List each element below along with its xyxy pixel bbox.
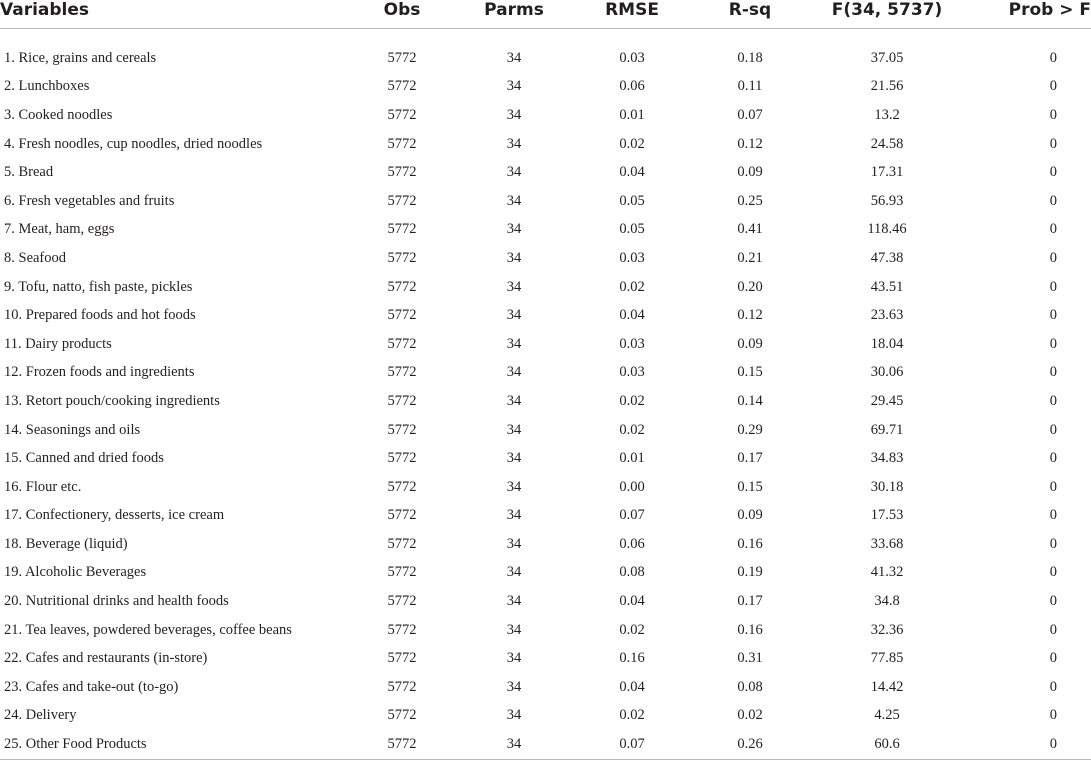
cell-f-stat: 30.18	[870, 478, 904, 495]
cell-r-sq: 0.14	[737, 392, 763, 409]
cell-variable: 5. Bread	[4, 164, 54, 181]
cell-prob-f: 0	[1049, 421, 1057, 438]
cell-variable: 21. Tea leaves, powdered beverages, coffee beans	[4, 621, 292, 638]
cell-variable: 22. Cafes and restaurants (in-store)	[4, 650, 208, 667]
cell-rmse: 0.05	[619, 221, 645, 238]
cell-parms: 34	[506, 164, 522, 181]
cell-f-stat: 29.45	[870, 392, 904, 409]
cell-r-sq: 0.18	[737, 49, 763, 66]
cell-prob-f: 0	[1049, 192, 1057, 209]
cell-rmse: 0.03	[619, 364, 645, 381]
cell-obs: 5772	[387, 678, 417, 695]
cell-prob-f: 0	[1049, 478, 1057, 495]
table-bottom-rule	[0, 759, 1091, 760]
header-spacer	[0, 29, 1091, 45]
cell-parms: 34	[506, 450, 522, 467]
bottom-rule-line	[0, 759, 1091, 760]
cell-prob-f: 0	[1049, 507, 1057, 524]
cell-variable: 16. Flour etc.	[4, 478, 82, 495]
cell-rmse: 0.05	[619, 192, 645, 209]
cell-variable: 4. Fresh noodles, cup noodles, dried noodles	[4, 135, 263, 152]
cell-parms: 34	[506, 392, 522, 409]
cell-parms: 34	[506, 278, 522, 295]
cell-r-sq: 0.21	[737, 249, 763, 266]
cell-prob-f: 0	[1049, 650, 1057, 667]
cell-f-stat: 21.56	[870, 78, 904, 95]
cell-f-stat: 13.2	[874, 106, 900, 123]
table-row	[0, 644, 1091, 673]
cell-prob-f: 0	[1049, 535, 1057, 552]
table-row	[0, 616, 1091, 645]
cell-prob-f: 0	[1049, 164, 1057, 181]
table-row	[0, 530, 1091, 559]
cell-f-stat: 77.85	[870, 650, 904, 667]
cell-prob-f: 0	[1049, 736, 1057, 753]
cell-r-sq: 0.16	[737, 621, 763, 638]
cell-obs: 5772	[387, 221, 417, 238]
cell-r-sq: 0.12	[737, 307, 763, 324]
cell-r-sq: 0.41	[737, 221, 763, 238]
table-body	[0, 29, 1091, 760]
cell-prob-f: 0	[1049, 221, 1057, 238]
column-header-prob-f: Prob > F	[962, 0, 1091, 29]
cell-prob-f: 0	[1049, 78, 1057, 95]
cell-r-sq: 0.08	[737, 678, 763, 695]
cell-rmse: 0.03	[619, 335, 645, 352]
cell-obs: 5772	[387, 564, 417, 581]
cell-obs: 5772	[387, 249, 417, 266]
cell-f-stat: 56.93	[870, 192, 904, 209]
table-row	[0, 130, 1091, 159]
cell-rmse: 0.03	[619, 49, 645, 66]
cell-parms: 34	[506, 49, 522, 66]
cell-obs: 5772	[387, 135, 417, 152]
cell-rmse: 0.03	[619, 249, 645, 266]
cell-variable: 24. Delivery	[4, 707, 77, 724]
table-row	[0, 216, 1091, 245]
cell-obs: 5772	[387, 335, 417, 352]
cell-rmse: 0.08	[619, 564, 645, 581]
cell-obs: 5772	[387, 307, 417, 324]
table-row	[0, 387, 1091, 416]
cell-variable: 12. Frozen foods and ingredients	[4, 364, 195, 381]
cell-prob-f: 0	[1049, 307, 1057, 324]
cell-parms: 34	[506, 249, 522, 266]
cell-rmse: 0.02	[619, 392, 645, 409]
cell-variable: 8. Seafood	[4, 249, 67, 266]
table-row	[0, 730, 1091, 759]
column-header-variables: Variables	[0, 0, 352, 29]
cell-prob-f: 0	[1049, 364, 1057, 381]
table-row	[0, 416, 1091, 445]
cell-prob-f: 0	[1049, 593, 1057, 610]
cell-prob-f: 0	[1049, 621, 1057, 638]
cell-obs: 5772	[387, 421, 417, 438]
cell-r-sq: 0.09	[737, 335, 763, 352]
cell-r-sq: 0.15	[737, 478, 763, 495]
cell-obs: 5772	[387, 707, 417, 724]
cell-prob-f: 0	[1049, 392, 1057, 409]
cell-parms: 34	[506, 421, 522, 438]
table-row	[0, 473, 1091, 502]
cell-obs: 5772	[387, 392, 417, 409]
cell-f-stat: 23.63	[870, 307, 904, 324]
column-header-rmse: RMSE	[576, 0, 688, 29]
cell-obs: 5772	[387, 478, 417, 495]
table-row	[0, 673, 1091, 702]
cell-r-sq: 0.29	[737, 421, 763, 438]
cell-f-stat: 118.46	[867, 221, 907, 238]
cell-variable: 13. Retort pouch/cooking ingredients	[4, 392, 220, 409]
table-row	[0, 187, 1091, 216]
cell-f-stat: 34.8	[874, 593, 900, 610]
cell-prob-f: 0	[1049, 335, 1057, 352]
cell-r-sq: 0.09	[737, 507, 763, 524]
cell-f-stat: 4.25	[874, 707, 900, 724]
column-header-f-stat: F(34, 5737)	[812, 0, 962, 29]
cell-r-sq: 0.17	[737, 593, 763, 610]
table-row	[0, 359, 1091, 388]
cell-r-sq: 0.15	[737, 364, 763, 381]
table-row	[0, 44, 1091, 73]
cell-rmse: 0.02	[619, 421, 645, 438]
cell-variable: 15. Canned and dried foods	[4, 450, 164, 467]
cell-prob-f: 0	[1049, 450, 1057, 467]
cell-variable: 17. Confectionery, desserts, ice cream	[4, 507, 225, 524]
cell-parms: 34	[506, 650, 522, 667]
cell-r-sq: 0.31	[737, 650, 763, 667]
cell-parms: 34	[506, 78, 522, 95]
table-row	[0, 559, 1091, 588]
cell-rmse: 0.06	[619, 78, 645, 95]
cell-f-stat: 18.04	[870, 335, 904, 352]
cell-parms: 34	[506, 707, 522, 724]
cell-f-stat: 60.6	[874, 736, 900, 753]
cell-obs: 5772	[387, 192, 417, 209]
cell-parms: 34	[506, 564, 522, 581]
cell-rmse: 0.07	[619, 507, 645, 524]
cell-f-stat: 24.58	[870, 135, 904, 152]
cell-parms: 34	[506, 106, 522, 123]
cell-r-sq: 0.17	[737, 450, 763, 467]
cell-f-stat: 17.31	[870, 164, 904, 181]
cell-obs: 5772	[387, 164, 417, 181]
cell-obs: 5772	[387, 364, 417, 381]
cell-r-sq: 0.19	[737, 564, 763, 581]
cell-f-stat: 47.38	[870, 249, 904, 266]
cell-r-sq: 0.12	[737, 135, 763, 152]
cell-variable: 25. Other Food Products	[4, 736, 147, 753]
cell-obs: 5772	[387, 278, 417, 295]
cell-parms: 34	[506, 135, 522, 152]
cell-rmse: 0.07	[619, 736, 645, 753]
cell-f-stat: 43.51	[870, 278, 904, 295]
cell-variable: 3. Cooked noodles	[4, 106, 113, 123]
cell-f-stat: 33.68	[870, 535, 904, 552]
cell-r-sq: 0.20	[737, 278, 763, 295]
cell-obs: 5772	[387, 49, 417, 66]
column-header-r-sq: R-sq	[688, 0, 812, 29]
header-row	[0, 0, 1091, 29]
cell-obs: 5772	[387, 78, 417, 95]
cell-prob-f: 0	[1049, 249, 1057, 266]
cell-f-stat: 32.36	[870, 621, 904, 638]
column-header-parms: Parms	[452, 0, 576, 29]
cell-f-stat: 34.83	[870, 450, 904, 467]
table-row	[0, 273, 1091, 302]
table-row	[0, 444, 1091, 473]
cell-r-sq: 0.02	[737, 707, 763, 724]
cell-obs: 5772	[387, 450, 417, 467]
cell-variable: 11. Dairy products	[4, 335, 112, 352]
cell-parms: 34	[506, 364, 522, 381]
cell-variable: 18. Beverage (liquid)	[4, 535, 128, 552]
cell-r-sq: 0.16	[737, 535, 763, 552]
cell-rmse: 0.04	[619, 307, 645, 324]
table-row	[0, 73, 1091, 102]
cell-parms: 34	[506, 678, 522, 695]
cell-obs: 5772	[387, 593, 417, 610]
cell-prob-f: 0	[1049, 135, 1057, 152]
table-row	[0, 587, 1091, 616]
cell-variable: 14. Seasonings and oils	[4, 421, 141, 438]
cell-parms: 34	[506, 335, 522, 352]
cell-r-sq: 0.26	[737, 736, 763, 753]
table-row	[0, 158, 1091, 187]
cell-prob-f: 0	[1049, 106, 1057, 123]
table-header	[0, 0, 1091, 29]
cell-prob-f: 0	[1049, 278, 1057, 295]
cell-f-stat: 17.53	[870, 507, 904, 524]
cell-rmse: 0.01	[619, 106, 645, 123]
cell-prob-f: 0	[1049, 49, 1057, 66]
table-row	[0, 330, 1091, 359]
cell-variable: 2. Lunchboxes	[4, 78, 90, 95]
cell-parms: 34	[506, 507, 522, 524]
column-header-obs: Obs	[352, 0, 452, 29]
cell-prob-f: 0	[1049, 564, 1057, 581]
cell-r-sq: 0.09	[737, 164, 763, 181]
cell-parms: 34	[506, 478, 522, 495]
cell-variable: 7. Meat, ham, eggs	[4, 221, 115, 238]
cell-variable: 23. Cafes and take-out (to-go)	[4, 678, 179, 695]
cell-rmse: 0.04	[619, 164, 645, 181]
cell-obs: 5772	[387, 507, 417, 524]
cell-r-sq: 0.11	[737, 78, 763, 95]
table-row	[0, 301, 1091, 330]
cell-obs: 5772	[387, 621, 417, 638]
cell-variable: 9. Tofu, natto, fish paste, pickles	[4, 278, 193, 295]
cell-variable: 1. Rice, grains and cereals	[4, 49, 157, 66]
cell-rmse: 0.04	[619, 678, 645, 695]
cell-f-stat: 37.05	[870, 49, 904, 66]
table-row	[0, 244, 1091, 273]
cell-rmse: 0.04	[619, 593, 645, 610]
cell-r-sq: 0.25	[737, 192, 763, 209]
cell-variable: 6. Fresh vegetables and fruits	[4, 192, 175, 209]
table-row	[0, 702, 1091, 731]
cell-rmse: 0.06	[619, 535, 645, 552]
table-row	[0, 502, 1091, 531]
cell-rmse: 0.01	[619, 450, 645, 467]
cell-variable: 19. Alcoholic Beverages	[4, 564, 147, 581]
cell-parms: 34	[506, 192, 522, 209]
cell-f-stat: 41.32	[870, 564, 904, 581]
cell-variable: 20. Nutritional drinks and health foods	[4, 593, 229, 610]
cell-prob-f: 0	[1049, 678, 1057, 695]
cell-parms: 34	[506, 221, 522, 238]
cell-rmse: 0.02	[619, 135, 645, 152]
cell-rmse: 0.02	[619, 707, 645, 724]
cell-obs: 5772	[387, 650, 417, 667]
cell-obs: 5772	[387, 736, 417, 753]
cell-r-sq: 0.07	[737, 106, 763, 123]
cell-f-stat: 14.42	[870, 678, 904, 695]
cell-prob-f: 0	[1049, 707, 1057, 724]
cell-parms: 34	[506, 535, 522, 552]
cell-f-stat: 30.06	[870, 364, 904, 381]
cell-rmse: 0.00	[619, 478, 645, 495]
cell-obs: 5772	[387, 106, 417, 123]
cell-parms: 34	[506, 621, 522, 638]
cell-parms: 34	[506, 736, 522, 753]
cell-f-stat: 69.71	[870, 421, 904, 438]
cell-obs: 5772	[387, 535, 417, 552]
cell-rmse: 0.16	[619, 650, 645, 667]
cell-rmse: 0.02	[619, 278, 645, 295]
table-row	[0, 101, 1091, 130]
cell-rmse: 0.02	[619, 621, 645, 638]
cell-variable: 10. Prepared foods and hot foods	[4, 307, 196, 324]
cell-parms: 34	[506, 593, 522, 610]
cell-parms: 34	[506, 307, 522, 324]
